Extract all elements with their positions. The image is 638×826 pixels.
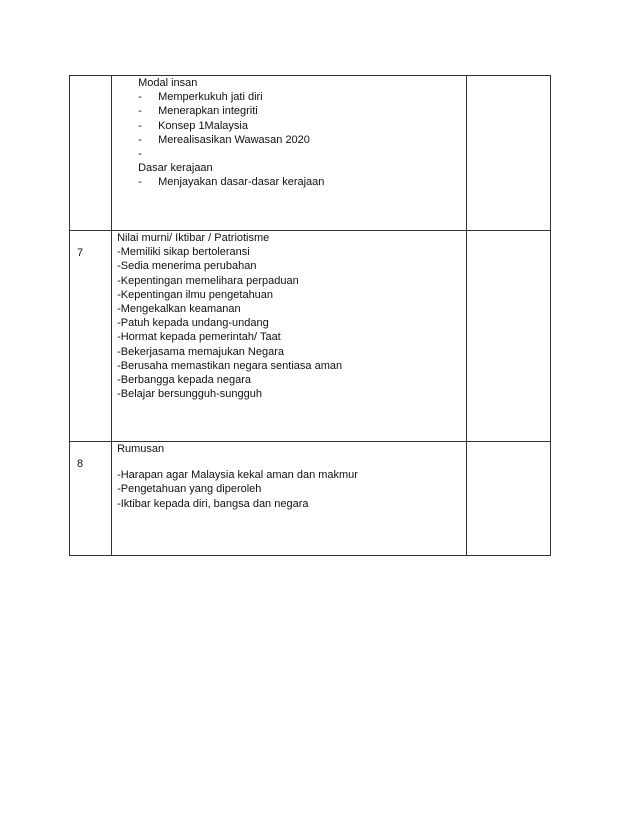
dash-marker: - (138, 119, 142, 132)
list-item: -Sedia menerima perubahan (117, 260, 257, 273)
list-item-text: Menjayakan dasar-dasar kerajaan (158, 176, 325, 189)
row-number: 8 (77, 458, 84, 470)
list-item: -Iktibar kepada diri, bangsa dan negara (117, 497, 309, 510)
dash-marker: - (138, 91, 142, 104)
list-item (138, 175, 466, 189)
dash-marker: - (138, 147, 142, 160)
list-item: -Kepentingan memelihara perpaduan (117, 274, 299, 287)
list-item-text: Konsep 1Malaysia (158, 119, 248, 132)
section-heading: Nilai murni/ Iktibar / Patriotisme (117, 232, 270, 244)
blank-cell (466, 76, 550, 231)
row-content-cell (112, 231, 467, 442)
table-row (70, 76, 551, 231)
dash-marker: - (138, 133, 142, 146)
list-item: -Mengekalkan keamanan (117, 302, 241, 315)
blank-cell (466, 442, 550, 556)
list-item (138, 133, 466, 147)
list-item: -Hormat kepada pemerintah/ Taat (117, 331, 281, 344)
table-row (70, 442, 551, 556)
list-item: -Memiliki sikap bertoleransi (117, 246, 250, 259)
dash-marker: - (138, 105, 142, 118)
list-item-text: Memperkukuh jati diri (158, 91, 263, 104)
section-heading: Rumusan (117, 443, 165, 455)
section-heading: Dasar kerajaan (138, 162, 213, 175)
spacer (117, 456, 466, 468)
list-item (138, 90, 466, 104)
content-table (69, 75, 551, 556)
list-item: -Berbangga kepada negara (117, 373, 252, 386)
list-item (138, 147, 466, 161)
row-number-cell (70, 231, 112, 442)
list-item (138, 104, 466, 118)
list-item: -Patuh kepada undang-undang (117, 317, 269, 330)
row-number-cell (70, 442, 112, 556)
section-heading: Modal insan (138, 77, 198, 89)
list-item: -Belajar bersungguh-sungguh (117, 388, 263, 401)
row-content-cell (112, 76, 467, 231)
list-item: -Harapan agar Malaysia kekal aman dan makmur (117, 469, 358, 482)
list-item: -Berusaha memastikan negara sentiasa aman (117, 359, 343, 372)
row-content-cell (112, 442, 467, 556)
list-item-text: Menerapkan integriti (158, 105, 258, 118)
dash-marker: - (138, 176, 142, 189)
list-item: -Kepentingan ilmu pengetahuan (117, 288, 274, 301)
table-row (70, 231, 551, 442)
blank-cell (466, 231, 550, 442)
row-number: 7 (77, 247, 84, 259)
list-item (138, 119, 466, 133)
list-item: -Bekerjasama memajukan Negara (117, 345, 284, 358)
list-item-text: Merealisasikan Wawasan 2020 (158, 133, 310, 146)
row-number-cell (70, 76, 112, 231)
list-item: -Pengetahuan yang diperoleh (117, 483, 262, 496)
